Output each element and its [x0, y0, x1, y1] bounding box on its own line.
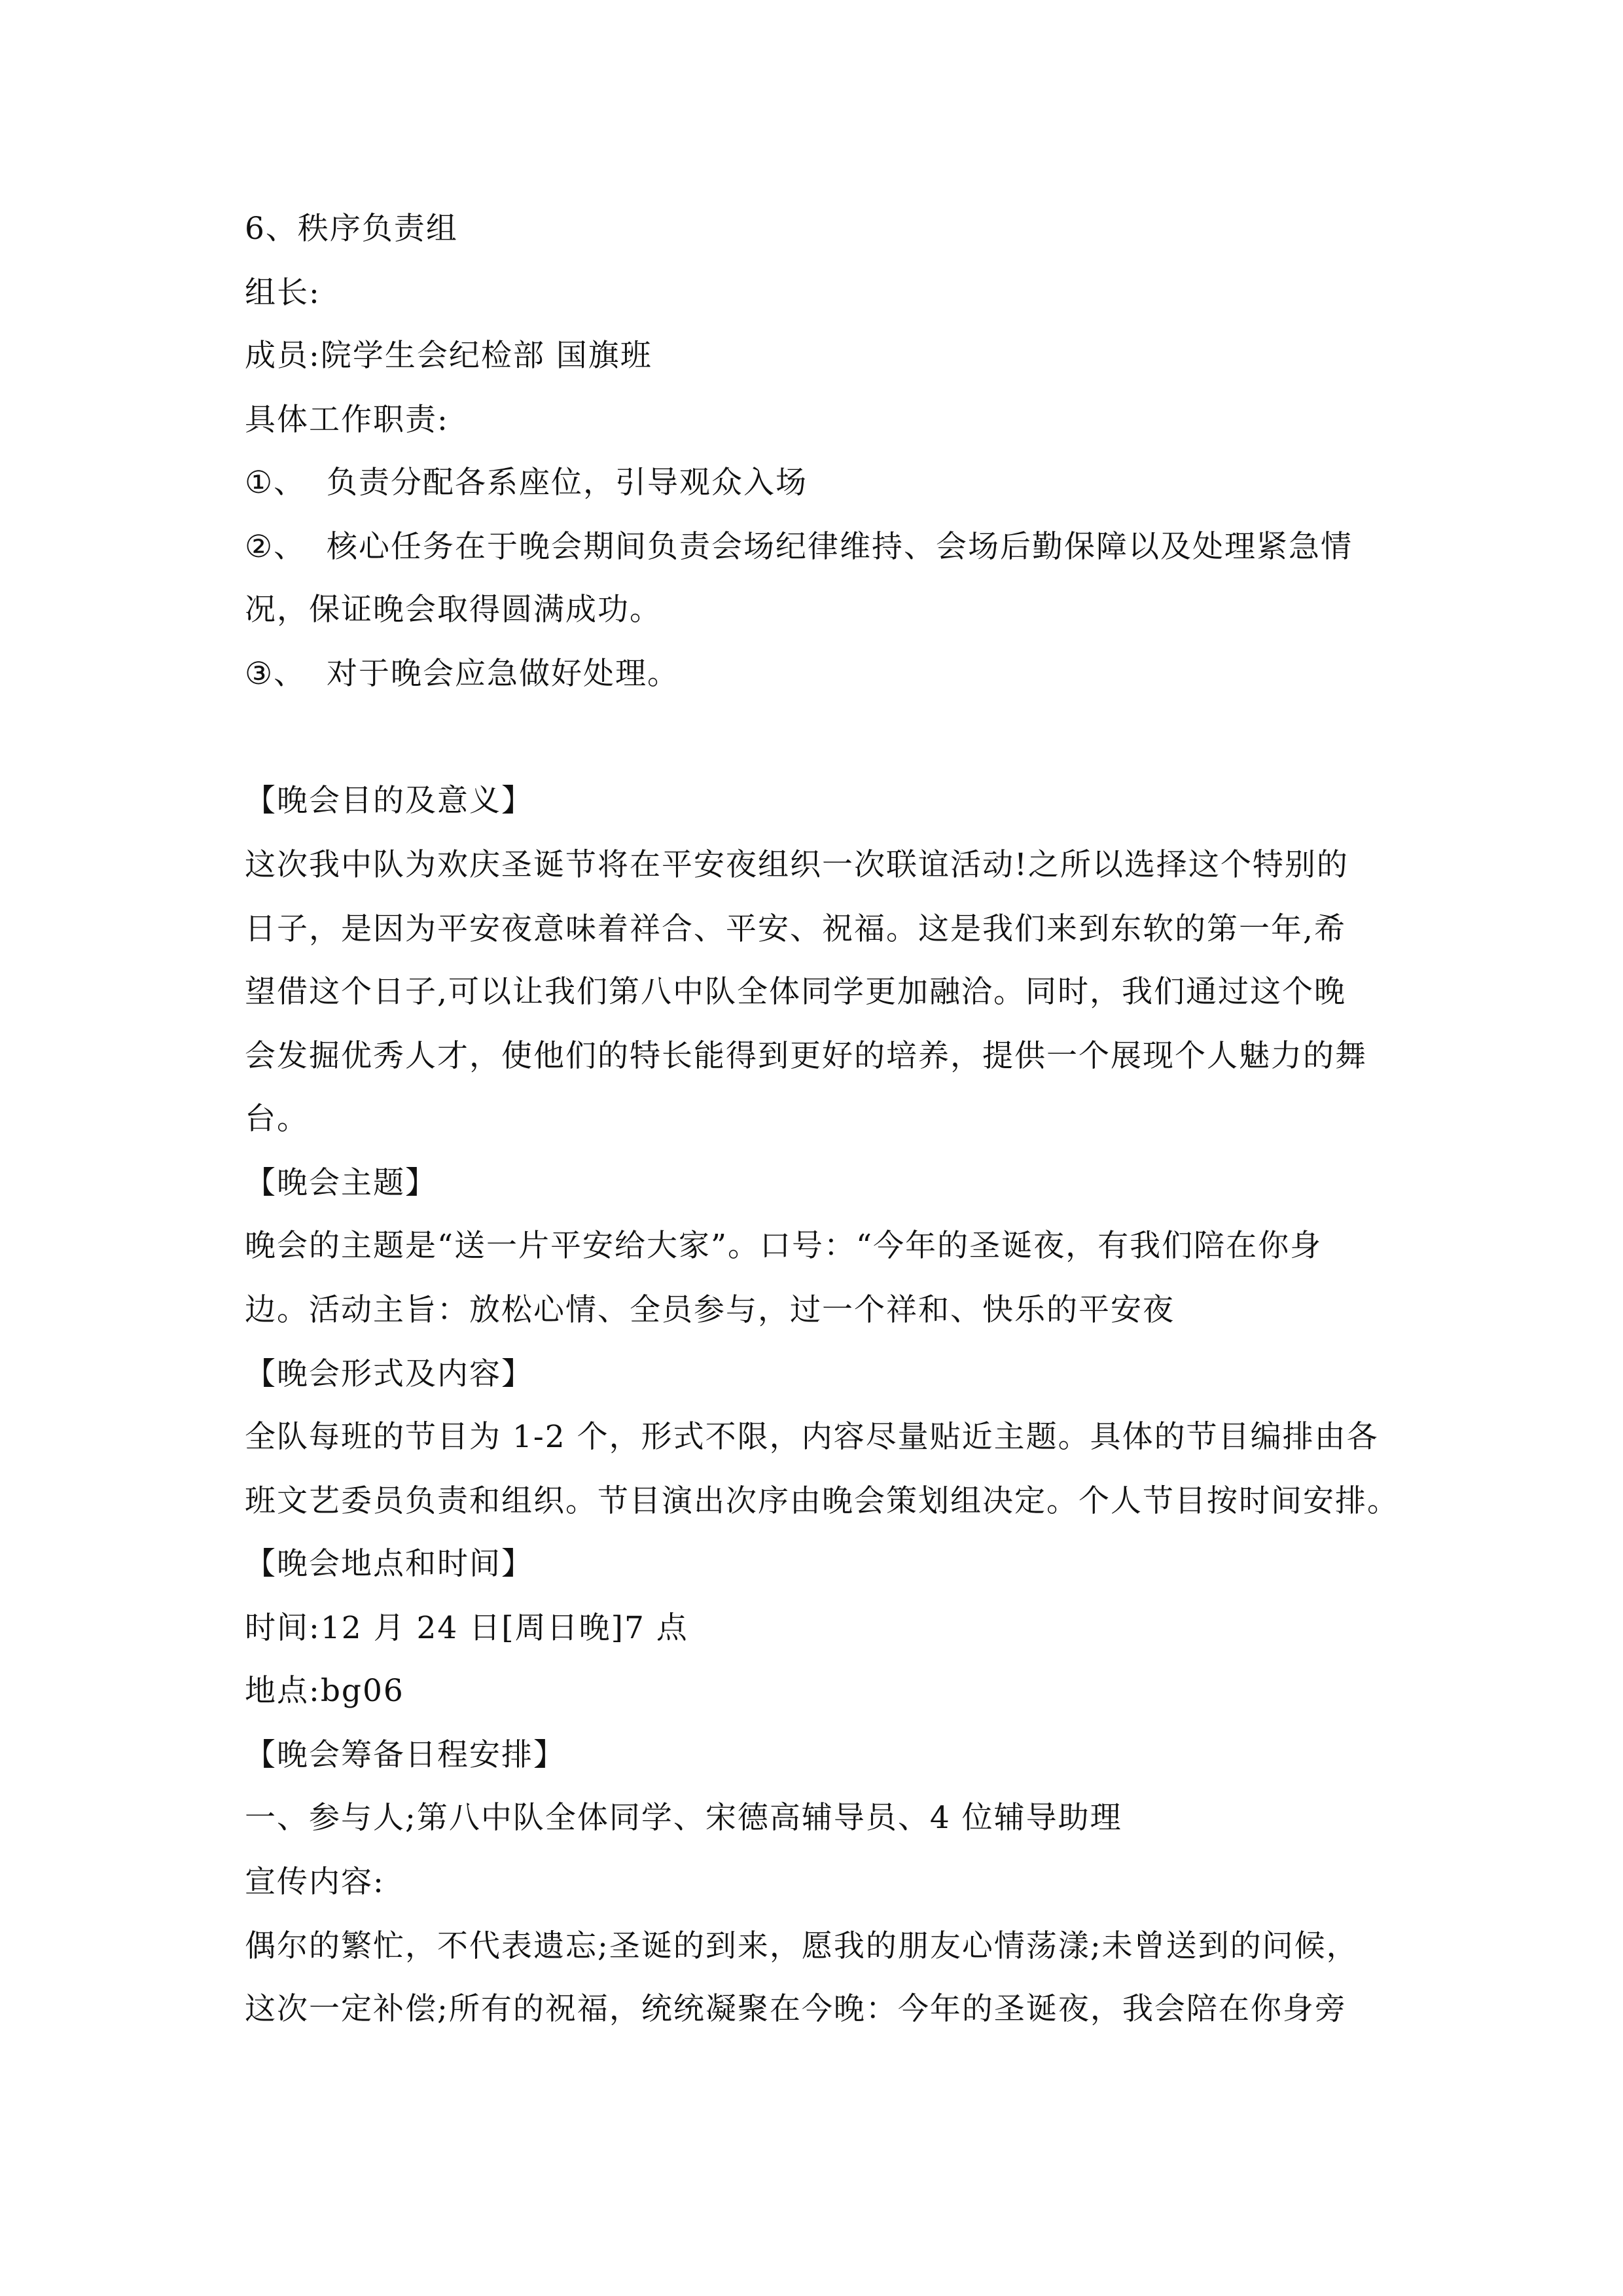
duty-text: 核心任务在于晚会期间负责会场纪律维持、会场后勤保障以及处理紧急情 [327, 529, 1353, 565]
paragraph-line: 日子，是因为平安夜意味着祥合、平安、祝福。这是我们来到东软的第一年,希 [245, 911, 1346, 947]
paragraph-line: 偶尔的繁忙，不代表遗忘;圣诞的到来，愿我的朋友心情荡漾;未曾送到的问候， [245, 1928, 1359, 1964]
leader-line: 组长: [245, 275, 321, 311]
duty-continuation: 况，保证晚会取得圆满成功。 [245, 592, 662, 628]
duty-text: 负责分配各系座位，引导观众入场 [327, 465, 808, 501]
paragraph-line: 台。 [245, 1101, 309, 1137]
duties-label: 具体工作职责: [245, 402, 449, 438]
duty-item [245, 463, 808, 503]
members-line: 成员:院学生会纪检部 国旗班 [245, 338, 652, 374]
place-line: 地点:bg06 [245, 1673, 404, 1709]
schedule-heading: 【晚会筹备日程安排】 [245, 1737, 565, 1773]
form-heading: 【晚会形式及内容】 [245, 1356, 533, 1392]
duty-number: ①、 [245, 465, 306, 501]
theme-heading: 【晚会主题】 [245, 1165, 437, 1201]
duty-item [245, 655, 679, 694]
time-line: 时间:12 月 24 日[周日晚]7 点 [245, 1610, 688, 1646]
duty-number: ②、 [245, 529, 306, 565]
purpose-heading: 【晚会目的及意义】 [245, 783, 533, 819]
paragraph-line: 全队每班的节目为 1-2 个，形式不限，内容尽量贴近主题。具体的节目编排由各 [245, 1419, 1379, 1455]
venue-heading: 【晚会地点和时间】 [245, 1546, 533, 1582]
section-heading: 6、秩序负责组 [245, 211, 458, 247]
paragraph-line: 班文艺委员负责和组织。节目演出次序由晚会策划组决定。个人节目按时间安排。 [245, 1483, 1399, 1519]
paragraph-line: 这次我中队为欢庆圣诞节将在平安夜组织一次联谊活动!之所以选择这个特别的 [245, 847, 1349, 883]
duty-number: ③、 [245, 656, 306, 692]
paragraph-line: 会发掘优秀人才，使他们的特长能得到更好的培养，提供一个展现个人魅力的舞 [245, 1038, 1367, 1074]
duty-text: 对于晚会应急做好处理。 [327, 656, 679, 692]
duty-item [245, 528, 1353, 567]
paragraph-line: 望借这个日子,可以让我们第八中队全体同学更加融洽。同时，我们通过这个晚 [245, 974, 1346, 1010]
paragraph-line: 这次一定补偿;所有的祝福，统统凝聚在今晚：今年的圣诞夜，我会陪在你身旁 [245, 1991, 1347, 2027]
promo-label: 宣传内容: [245, 1864, 385, 1900]
participants-line: 一、参与人;第八中队全体同学、宋德高辅导员、4 位辅导助理 [245, 1800, 1122, 1836]
paragraph-line: 边。活动主旨：放松心情、全员参与，过一个祥和、快乐的平安夜 [245, 1292, 1175, 1328]
paragraph-line: 晚会的主题是“送一片平安给大家”。口号：“今年的圣诞夜，有我们陪在你身 [245, 1228, 1323, 1264]
